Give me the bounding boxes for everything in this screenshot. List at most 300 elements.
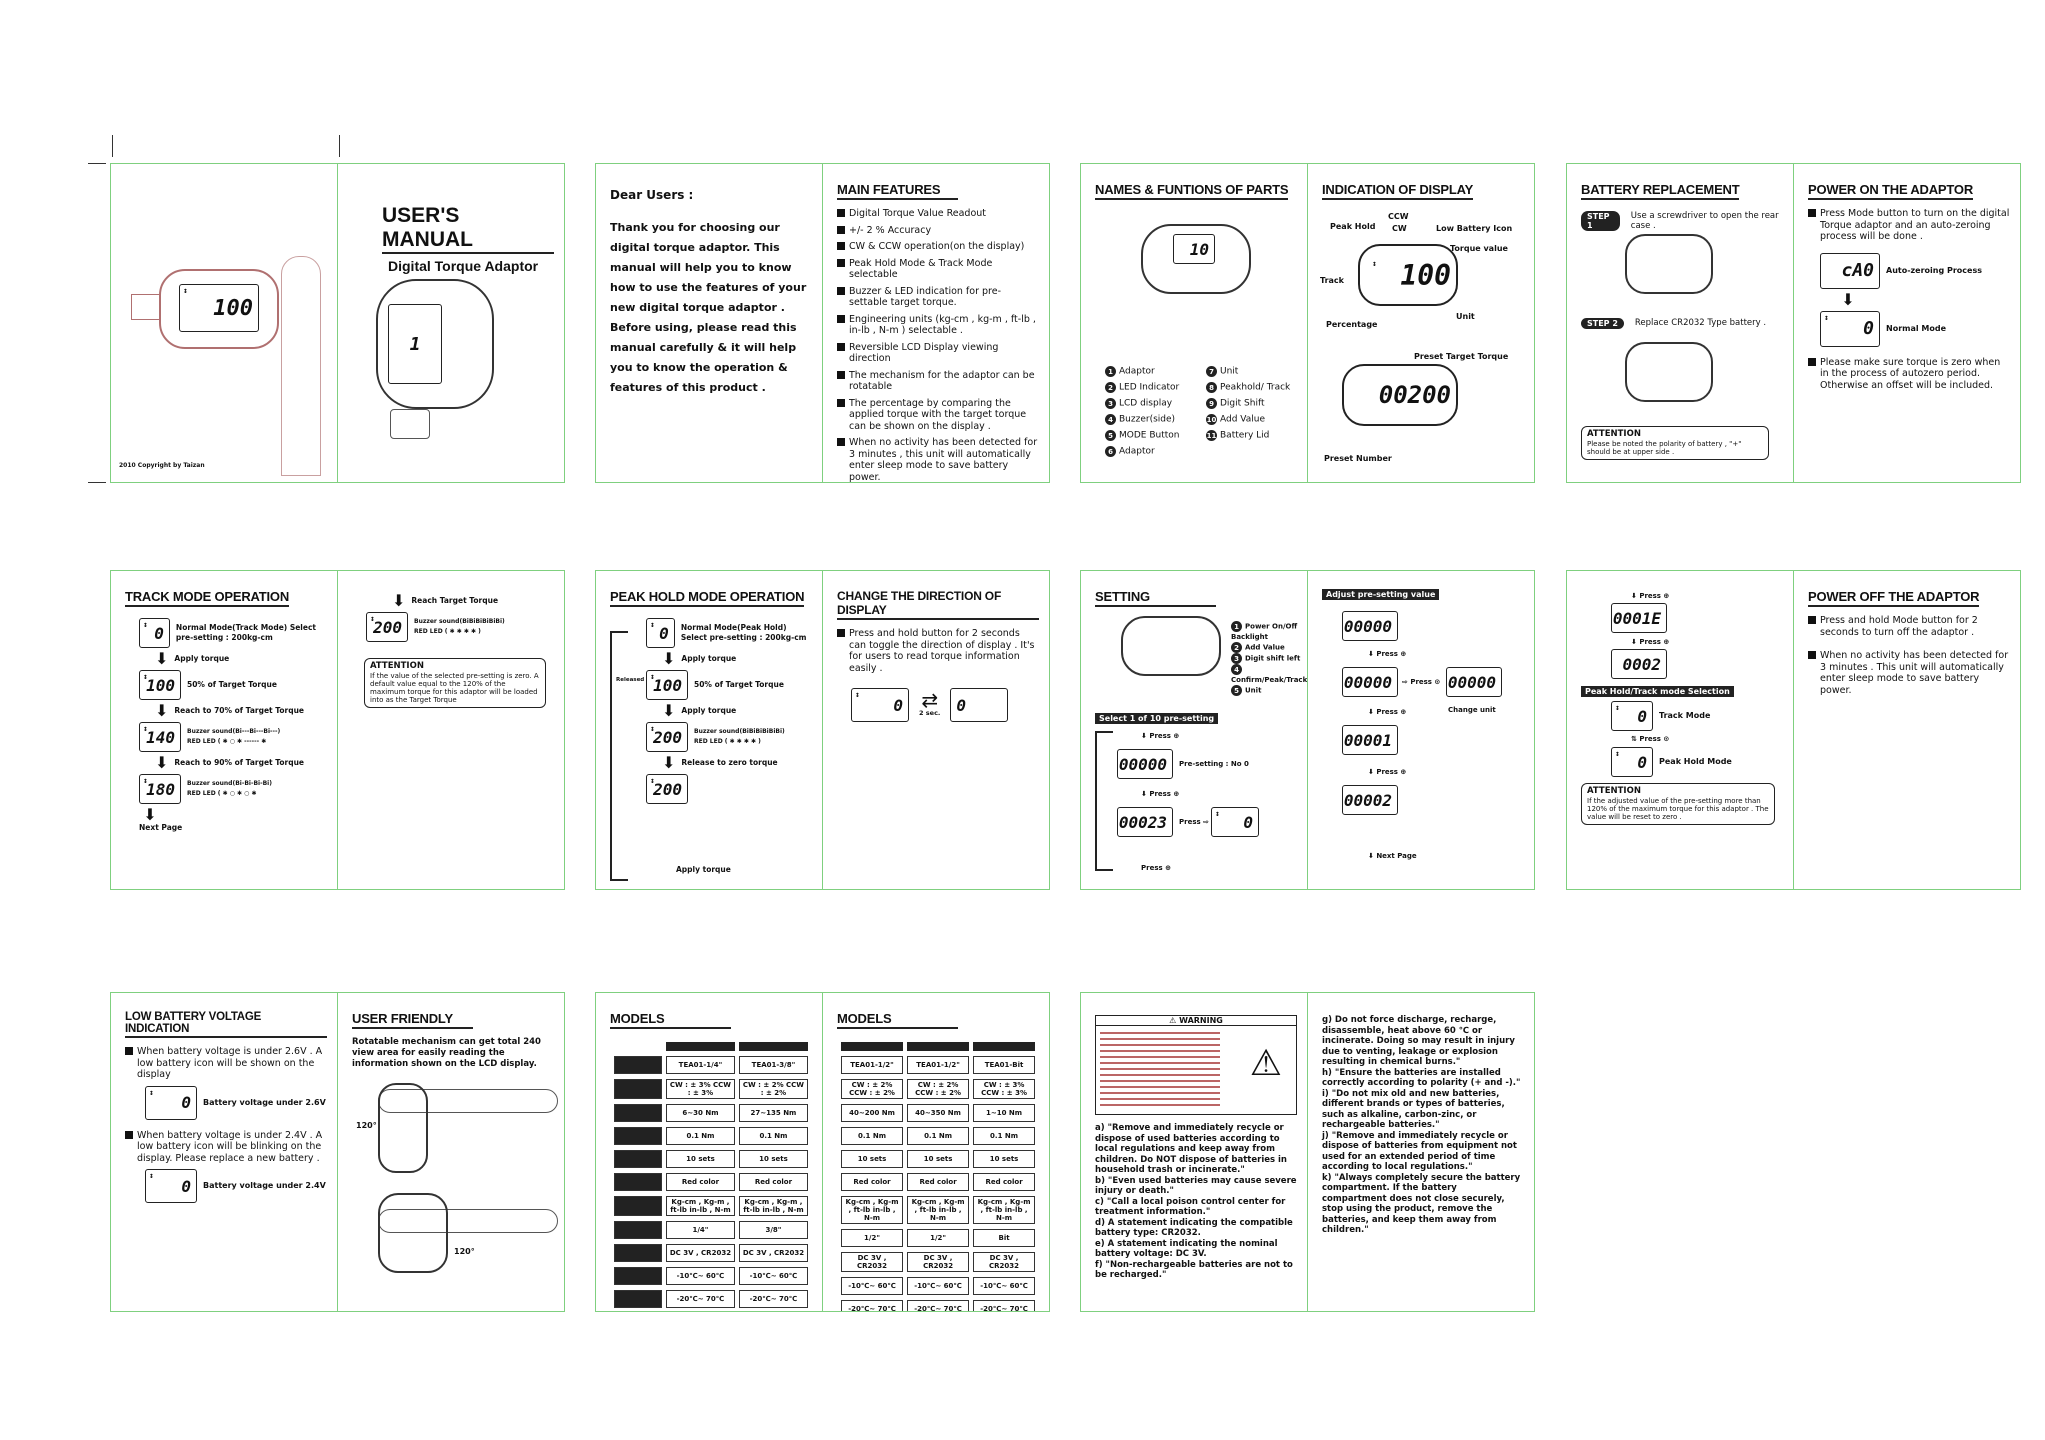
panel-mode-select (1567, 571, 1793, 889)
down-arrow-icon: ⬇ (662, 649, 676, 668)
list-item: Engineering units (kg-cm , kg-m , ft-lb , in-lb , N-m ) selectable . (837, 314, 1039, 337)
direction-heading: CHANGE THE DIRECTION OF DISPLAY (837, 589, 1039, 620)
warning-i: i) "Do not mix old and new batteries, different brands or types of batteries, such as alkaline, carbon-zinc, or rechargeable batteries." (1322, 1088, 1505, 1130)
lcd-adjust-3: 00002 (1342, 785, 1398, 815)
list-item: Reversible LCD Display viewing direction (837, 342, 1039, 365)
table-cell: -20℃~ 70℃ (739, 1290, 808, 1308)
list-item: The mechanism for the adaptor can be rotatable (837, 370, 1039, 393)
panel-features (822, 164, 1049, 482)
lcd-adjust-1: 00000 (1342, 667, 1398, 697)
lcd-adjust-0: 00000 (1342, 611, 1398, 641)
press-label: ⬇ Press ⊕ (1368, 768, 1407, 776)
track-heading: TRACK MODE OPERATION (125, 589, 289, 607)
row-header (614, 1127, 662, 1145)
power-off-heading: POWER OFF THE ADAPTOR (1808, 589, 1979, 607)
table-row (841, 1079, 1035, 1099)
track-apply: ⬇ Apply torque (155, 649, 230, 668)
adaptor-front-square (390, 409, 430, 439)
low-batt-row-1: ↕ 0 Battery voltage under 2.6V (145, 1086, 327, 1120)
warning-triangle-icon: ⚠ (1249, 1043, 1282, 1084)
list-item: When no activity has been detected for 3 minutes , this unit will automatically enter sleep mode to save battery power. (837, 437, 1039, 482)
direction-list (837, 628, 1039, 674)
parts-list (1095, 366, 1299, 457)
setting-loop-line (1095, 731, 1113, 871)
battery-step1-illustration (1625, 234, 1713, 294)
red-led-row: RED LED ( ✱ ✱ ✱ ✱ ) (414, 628, 481, 635)
red-led-row: RED LED ( ✱ ○ ✱ ○ ✱ (187, 790, 257, 797)
table-cell: 1/4" (666, 1221, 735, 1239)
table-header (841, 1042, 903, 1051)
list-item: Press and hold button for 2 seconds can toggle the direction of display . It's for users to read torque information easily . (837, 628, 1039, 674)
table-cell: TEA01-1/4" (666, 1056, 735, 1074)
panel-warnings-2 (1307, 993, 1534, 1311)
lcd-reversed-direction: 0 (950, 688, 1008, 722)
display-lcd-1: ↕ 100 (1358, 244, 1458, 306)
user-friendly-text: Rotatable mechanism can get total 240 view area for easily reading the information shown on the LCD display. (352, 1037, 541, 1069)
models-heading: MODELS (837, 1011, 958, 1029)
table-header (907, 1042, 969, 1051)
table-cell: 10 sets (666, 1150, 735, 1168)
power-on-heading: POWER ON THE ADAPTOR (1808, 182, 1973, 200)
auto-zero-row: cA0 Auto-zeroing Process (1820, 253, 2010, 289)
greeting: Dear Users : (610, 188, 694, 202)
down-arrow-icon: ⬇ (143, 805, 157, 824)
next-page: Next Page (139, 823, 183, 832)
swap-arrows-icon: ⇄ (921, 688, 939, 712)
parts-lcd: 10 (1173, 234, 1215, 264)
table-row (614, 1079, 808, 1099)
normal-mode-row: ↕ 0 Normal Mode (1820, 311, 2010, 347)
battery-heading: BATTERY REPLACEMENT (1581, 182, 1739, 200)
part-item: 8 Peakhold/ Track (1206, 382, 1299, 393)
warning-e: e) A statement indicating the nominal battery voltage: DC 3V. (1095, 1238, 1278, 1259)
table-cell: TEA01-1/2" (907, 1056, 969, 1074)
sheet-power-off (1566, 570, 2021, 890)
table-row (841, 1056, 1035, 1074)
part-item: 9 Digit Shift (1206, 398, 1299, 409)
table-cell: CW : ± 2% CCW : ± 2% (907, 1079, 969, 1099)
features-heading: MAIN FEATURES (837, 182, 958, 200)
part-item: 2 LED Indicator (1105, 382, 1198, 393)
lcd: ↕ 0 (145, 1169, 197, 1203)
table-cell: 1/2" (907, 1229, 969, 1247)
row-header (614, 1244, 662, 1262)
legend-item: 2 Add Value (1231, 642, 1307, 653)
label-low-battery: Low Battery Icon (1436, 224, 1513, 233)
press-label: Press ⇨ (1179, 818, 1209, 826)
table-cell: Bit (973, 1229, 1035, 1247)
lcd: ↕ 0 (1611, 701, 1653, 731)
press-label: ⬇ Press ⊕ (1141, 790, 1180, 798)
table-cell: TEA01-3/8" (739, 1056, 808, 1074)
lcd-normal-direction: ↕ 0 (851, 688, 909, 722)
table-cell: -20℃~ 70℃ (841, 1300, 903, 1311)
display-heading: INDICATION OF DISPLAY (1322, 182, 1473, 200)
table-cell: 0.1 Nm (739, 1127, 808, 1145)
panel-models-1 (596, 993, 822, 1311)
table-cell: Red color (841, 1173, 903, 1191)
table-cell: 10 sets (907, 1150, 969, 1168)
warning-label-lines (1100, 1032, 1220, 1110)
panel-warnings-1 (1081, 993, 1307, 1311)
panel-adjust (1307, 571, 1534, 889)
crop-mark (112, 135, 113, 157)
table-cell: Red color (739, 1173, 808, 1191)
sheet-battery (1566, 163, 2021, 483)
table-cell: 0.1 Nm (907, 1127, 969, 1145)
down-arrow-icon: ⬇ (1841, 289, 1855, 309)
table-cell: Kg-cm , Kg-m , ft-lb in-lb , N-m (739, 1196, 808, 1216)
track-mode-row: ↕ 0 Track Mode (1611, 701, 1783, 731)
table-row (614, 1104, 808, 1122)
label-torque-value: Torque value (1450, 244, 1508, 253)
row-header (614, 1267, 662, 1285)
legend-item: 5 Unit (1231, 685, 1307, 696)
track-step-50: ↕ 100 50% of Target Torque (139, 670, 327, 700)
table-cell: CW : ± 3% CCW : ± 3% (973, 1079, 1035, 1099)
panel-intro (596, 164, 822, 482)
track-reach70: ⬇ Reach to 70% of Target Torque (155, 701, 304, 720)
apply-torque-label: Apply torque (676, 865, 731, 874)
lcd: ↕ 0 (646, 618, 675, 648)
table-row (614, 1127, 808, 1145)
lcd-power-off-1: 0001E (1611, 603, 1667, 633)
warning-d: d) A statement indicating the compatible battery type: CR2032. (1095, 1217, 1293, 1238)
table-row (841, 1173, 1035, 1191)
warning-h: h) "Ensure the batteries are installed correctly according to polarity (+ and -)." (1322, 1067, 1521, 1088)
lcd: ↕ 200 (646, 774, 688, 804)
table-cell: 40~200 Nm (841, 1104, 903, 1122)
parts-heading: NAMES & FUNTIONS OF PARTS (1095, 182, 1288, 200)
list-item: CW & CCW operation(on the display) (837, 241, 1039, 253)
part-item: 4 Buzzer(side) (1105, 414, 1198, 425)
list-item: Please make sure torque is zero when in the process of autozero period. Otherwise an offset will be included. (1808, 357, 2010, 392)
row-header (614, 1221, 662, 1239)
table-row (841, 1252, 1035, 1272)
row-header (614, 1290, 662, 1308)
battery-step2-illustration (1625, 342, 1713, 402)
peak-heading: PEAK HOLD MODE OPERATION (610, 589, 804, 607)
intro-body: Thank you for choosing our digital torque adaptor. This manual will help you to know how to use the features of your new digital torque adaptor . Before using, please read this manual carefully & it will help you to know the operation & features of this product . (610, 221, 807, 394)
models-table-2 (837, 1037, 1039, 1311)
panel-track-1 (111, 571, 337, 889)
table-cell: 6~30 Nm (666, 1104, 735, 1122)
lcd-presetting-23: 00023 (1117, 807, 1173, 837)
panel-direction (822, 571, 1049, 889)
list-item: When battery voltage is under 2.4V . A low battery icon will be blinking on the display. Please replace a new battery . (125, 1130, 327, 1165)
peak-apply-1: ⬇ Apply torque (662, 649, 737, 668)
rotated-adaptor-1 (378, 1083, 428, 1173)
table-cell: Red color (666, 1173, 735, 1191)
table-cell: -20℃~ 70℃ (973, 1300, 1035, 1311)
table-header (666, 1042, 735, 1051)
part-item: 10 Add Value (1206, 414, 1265, 425)
label-preset-target: Preset Target Torque (1414, 352, 1509, 361)
battery-step1: STEP 1 Use a screwdriver to open the rear case . (1581, 211, 1783, 231)
adjust-badge: Adjust pre-setting value (1322, 589, 1439, 600)
table-cell: TEA01-1/2" (841, 1056, 903, 1074)
table-cell: DC 3V , CR2032 (907, 1252, 969, 1272)
panel-display (1307, 164, 1534, 482)
table-cell: -10℃~ 60℃ (973, 1277, 1035, 1295)
list-item: When no activity has been detected for 3 minutes . This unit will automatically enter sleep mode to save battery power. (1808, 650, 2010, 696)
warning-a: a) "Remove and immediately recycle or dispose of used batteries according to local regulations and keep away from children. Do NOT dispose of batteries in household trash or incinerate." (1095, 1123, 1287, 1175)
press-label: ⬇ Press ⊕ (1631, 592, 1670, 600)
peak-step-200: ↕ 200 Buzzer sound(BiBiBiBiBiBi) RED LED ( ✱ ✱ ✱ ✱ ) (646, 722, 812, 752)
part-item: 7 Unit (1206, 366, 1299, 377)
lcd: ↕ 0 (145, 1086, 197, 1120)
battery-step2: STEP 2 Replace CR2032 Type battery . (1581, 317, 1766, 329)
panel-parts (1081, 164, 1307, 482)
panel-front-cover (337, 164, 564, 482)
presetting-label: Pre-setting : No 0 (1179, 760, 1249, 768)
track-reach-target: ⬇ Reach Target Torque (392, 591, 499, 610)
lcd: ↕ 100 (139, 670, 181, 700)
label-cw: CW (1392, 224, 1407, 233)
change-unit-label: Change unit (1448, 706, 1496, 714)
table-row (614, 1173, 808, 1191)
table-row (841, 1277, 1035, 1295)
low-battery-heading: LOW BATTERY VOLTAGE INDICATION (125, 1011, 327, 1038)
table-cell: Red color (907, 1173, 969, 1191)
track-step-140: ↕ 140 Buzzer sound(Bi---Bi---Bi---) RED LED ( ✱ ○ ✱ ------ ✱ (139, 722, 327, 752)
panel-user-friendly (337, 993, 564, 1311)
track-reach90: ⬇ Reach to 90% of Target Torque (155, 753, 304, 772)
direction-diagram (851, 688, 1039, 722)
table-cell: Red color (973, 1173, 1035, 1191)
table-cell: -20℃~ 70℃ (666, 1290, 735, 1308)
table-row (614, 1221, 808, 1239)
table-cell: CW : ± 3% CCW : ± 3% (666, 1079, 735, 1099)
peak-release: ⬇ Release to zero torque (662, 753, 778, 772)
warning-g: g) Do not force discharge, recharge, disassemble, heat above 60 ℃ or incinerate. Doing so may result in injury due to venting, leakage or explosion resulting in chemical burns." (1322, 1015, 1515, 1067)
power-on-list-2 (1808, 357, 2010, 392)
sheet-low-battery (110, 992, 565, 1312)
released-label: Released (616, 677, 645, 683)
peak-loop-line (610, 631, 628, 881)
part-item: 3 LCD display (1105, 398, 1198, 409)
lcd: ↕ 180 (139, 774, 181, 804)
peak-mode-row: ↕ 0 Peak Hold Mode (1611, 747, 1783, 777)
track-step-normal: ↕ 0 Normal Mode(Track Mode) Select pre-setting : 200kg-cm (139, 618, 327, 648)
setting-heading: SETTING (1095, 589, 1216, 607)
table-cell: Kg-cm , Kg-m , ft-lb in-lb , N-m (666, 1196, 735, 1216)
lcd-power-off-2: 0002 (1611, 649, 1667, 679)
low-battery-list-2 (125, 1130, 327, 1165)
degree-label-2: 120° (454, 1247, 475, 1256)
table-cell: Kg-cm , Kg-m , ft-lb in-lb , N-m (973, 1196, 1035, 1224)
press-label: ⬇ Press ⊕ (1368, 708, 1407, 716)
table-cell: TEA01-Bit (973, 1056, 1035, 1074)
label-peak-hold: Peak Hold (1330, 222, 1376, 231)
table-cell: -10℃~ 60℃ (841, 1277, 903, 1295)
table-corner (614, 1042, 662, 1051)
lcd: ↕ 200 (646, 722, 688, 752)
table-header (973, 1042, 1035, 1051)
table-row (841, 1104, 1035, 1122)
sheet-peak (595, 570, 1050, 890)
legend-item: 4Confirm/Peak/Track (1231, 665, 1307, 684)
table-cell: -10℃~ 60℃ (907, 1277, 969, 1295)
press-label: ⇅ Press ⊙ (1631, 735, 1670, 743)
press-label: ⬇ Press ⊕ (1141, 732, 1180, 740)
peak-step-hold (646, 774, 812, 804)
power-on-list (1808, 208, 2010, 243)
legend-item: 1 Power On/Off Backlight (1231, 622, 1298, 641)
table-row (614, 1290, 808, 1308)
table-cell: DC 3V , CR2032 (739, 1244, 808, 1262)
panel-back-cover (111, 164, 337, 482)
features-list (837, 208, 1039, 482)
press-label: Press ⊕ (1141, 864, 1171, 872)
track-step-180: ↕ 180 Buzzer sound(Bi-Bi-Bi-Bi) RED LED ( ✱ ○ ✱ ○ ✱ (139, 774, 327, 804)
down-arrow-icon: ⬇ (155, 701, 169, 720)
table-cell: 0.1 Nm (841, 1127, 903, 1145)
row-header (614, 1173, 662, 1191)
table-cell: Kg-cm , Kg-m , ft-lb in-lb , N-m (907, 1196, 969, 1224)
models-heading: MODELS (610, 1011, 731, 1029)
down-arrow-icon: ⬇ (155, 753, 169, 772)
table-row (841, 1300, 1035, 1311)
row-header (614, 1196, 662, 1216)
table-cell: 27~135 Nm (739, 1104, 808, 1122)
panel-peak (596, 571, 822, 889)
panel-setting (1081, 571, 1307, 889)
label-track: Track (1320, 276, 1344, 285)
manual-subtitle: Digital Torque Adaptor (388, 258, 539, 274)
panel-power-on (1793, 164, 2020, 482)
lcd-presetting-0: 00000 (1117, 749, 1173, 779)
peak-apply-2: ⬇ Apply torque (662, 701, 737, 720)
panel-models-2 (822, 993, 1049, 1311)
table-row (841, 1229, 1035, 1247)
warning-b: b) "Even used batteries may cause severe injury or death." (1095, 1175, 1297, 1196)
table-cell: 0.1 Nm (973, 1127, 1035, 1145)
table-cell: -10℃~ 60℃ (739, 1267, 808, 1285)
list-item: +/- 2 % Accuracy (837, 225, 1039, 237)
warning-j: j) "Remove and immediately recycle or dispose of batteries from equipment not used for an extended period of time according to local regulations." (1322, 1130, 1517, 1172)
table-header (739, 1042, 808, 1051)
select-presetting-badge: Select 1 of 10 pre-setting (1095, 713, 1218, 724)
peak-step-normal: ↕ 0 Normal Mode(Peak Hold) Select pre-setting : 200kg-cm (646, 618, 812, 648)
degree-label-1: 120° (356, 1121, 377, 1130)
cover-lcd: ↕ 100 (179, 284, 259, 332)
power-off-list (1808, 615, 2010, 696)
table-cell: 1/2" (841, 1229, 903, 1247)
track-attention: ATTENTION If the value of the selected pre-setting is zero. A default value equal to the 120% of the maximum torque for this adaptor will be loaded into as the Target Torque (364, 658, 546, 708)
table-cell: -20℃~ 70℃ (907, 1300, 969, 1311)
mode-selection-badge: Peak Hold/Track mode Selection (1581, 686, 1734, 697)
table-cell: DC 3V , CR2032 (841, 1252, 903, 1272)
down-arrow-icon: ⬇ (155, 649, 169, 668)
table-cell: 3/8" (739, 1221, 808, 1239)
panel-track-2 (337, 571, 564, 889)
power-off-attention: ATTENTION If the adjusted value of the pre-setting more than 120% of the maximum torque for this adaptor . The value will be reset to zero . (1581, 783, 1775, 825)
display-lcd-2: 00200 (1342, 364, 1458, 426)
table-cell: DC 3V , CR2032 (973, 1252, 1035, 1272)
legend-item: 3 Digit shift left (1231, 653, 1307, 664)
table-cell: 0.1 Nm (666, 1127, 735, 1145)
sheet-models (595, 992, 1050, 1312)
table-cell: 10 sets (841, 1150, 903, 1168)
down-arrow-icon: ⬇ (662, 701, 676, 720)
row-header (614, 1104, 662, 1122)
next-page: ⬇ Next Page (1368, 852, 1417, 860)
crop-mark (339, 135, 340, 157)
part-item: 1 Adaptor (1105, 366, 1198, 377)
table-row (841, 1127, 1035, 1145)
list-item: Digital Torque Value Readout (837, 208, 1039, 220)
table-row (841, 1196, 1035, 1224)
warning-label-box (1095, 1015, 1297, 1115)
list-item: Press Mode button to turn on the digital Torque adaptor and an auto-zeroing process will be done . (1808, 208, 2010, 243)
crop-mark (88, 163, 106, 164)
lcd-normal-0: ↕ 0 (1211, 807, 1259, 837)
sheet-parts (1080, 163, 1535, 483)
rotated-adaptor-2 (378, 1193, 448, 1273)
table-row (614, 1244, 808, 1262)
warning-f: f) "Non-rechargeable batteries are not to be recharged." (1095, 1259, 1293, 1280)
sheet-track (110, 570, 565, 890)
list-item: Buzzer & LED indication for pre-settable target torque. (837, 286, 1039, 309)
label-ccw: CCW (1388, 212, 1409, 221)
row-header (614, 1150, 662, 1168)
row-header (614, 1056, 662, 1074)
lcd: ↕ 200 (366, 612, 408, 642)
front-lcd: 1 (388, 304, 442, 384)
table-row (614, 1196, 808, 1216)
low-battery-list-1 (125, 1046, 327, 1081)
sheet-intro (595, 163, 1050, 483)
panel-power-off (1793, 571, 2020, 889)
lcd: ↕ 100 (646, 670, 688, 700)
table-cell: 10 sets (739, 1150, 808, 1168)
table-cell: CW : ± 2% CCW : ± 2% (841, 1079, 903, 1099)
sheet-warnings (1080, 992, 1535, 1312)
red-led-row: RED LED ( ✱ ○ ✱ ------ ✱ (187, 738, 267, 745)
part-item: 5 MODE Button (1105, 430, 1198, 441)
list-item: Peak Hold Mode & Track Mode selectable (837, 258, 1039, 281)
table-cell: DC 3V , CR2032 (666, 1244, 735, 1262)
lcd-auto-zero: cA0 (1820, 253, 1880, 289)
lcd: ↕ 0 (1611, 747, 1653, 777)
panel-low-battery (111, 993, 337, 1311)
part-item: 11 Battery Lid (1206, 430, 1270, 441)
track-step-200: ↕ 200 Buzzer sound(BiBiBiBiBiBi) RED LED ( ✱ ✱ ✱ ✱ ) (366, 612, 554, 642)
torque-wrench-illustration (281, 256, 321, 476)
label-percentage: Percentage (1326, 320, 1378, 329)
lcd: ↕ 140 (139, 722, 181, 752)
row-header (614, 1079, 662, 1099)
list-item: When battery voltage is under 2.6V . A low battery icon will be shown on the display (125, 1046, 327, 1081)
warning-c: c) "Call a local poison control center for treatment information." (1095, 1196, 1286, 1217)
table-row (614, 1056, 808, 1074)
label-unit: Unit (1456, 312, 1475, 321)
setting-legend (1231, 621, 1307, 696)
table-cell: 40~350 Nm (907, 1104, 969, 1122)
table-row (614, 1267, 808, 1285)
peak-step-50: ↕ 100 50% of Target Torque (646, 670, 812, 700)
table-cell: CW : ± 2% CCW : ± 2% (739, 1079, 808, 1099)
table-row (841, 1150, 1035, 1168)
panel-battery (1567, 164, 1793, 482)
lcd-normal: ↕ 0 (1820, 311, 1880, 347)
table-cell: 1~10 Nm (973, 1104, 1035, 1122)
table-cell: 10 sets (973, 1150, 1035, 1168)
table-row (614, 1150, 808, 1168)
list-item: Press and hold Mode button for 2 seconds to turn off the adaptor . (1808, 615, 2010, 638)
down-arrow-icon: ⬇ (662, 753, 676, 772)
